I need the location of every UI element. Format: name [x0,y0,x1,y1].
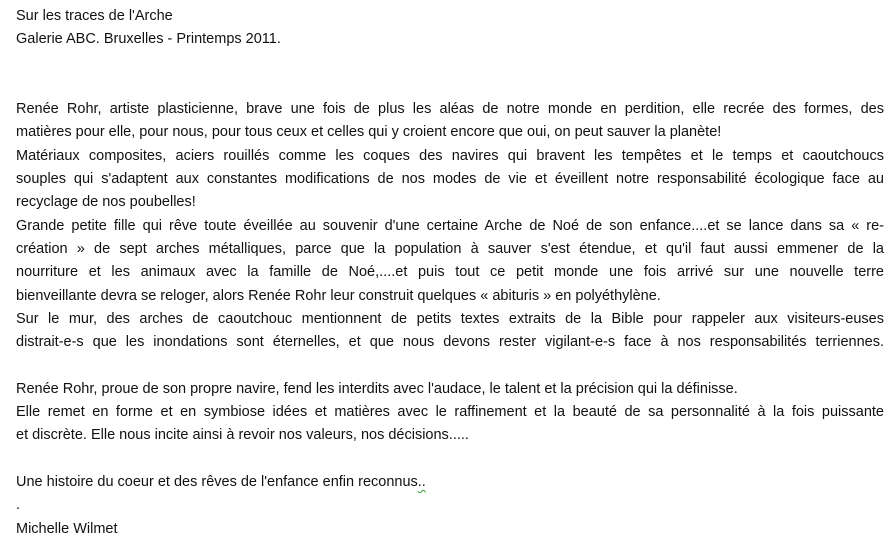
document-title: Sur les traces de l'Arche [16,8,173,24]
closing-line [16,471,884,494]
spellcheck-ellipsis: .. [417,473,426,490]
text-line: souples qui s'adaptent aux constantes modifications de nos modes de vie et éveillent notre responsabilité écologique face au [16,171,884,188]
signature: Michelle Wilmet [16,520,118,537]
text-line: Elle remet en forme et en symbiose idées et matières avec le raffinement et la beauté de sa personnalité à la fois puissante [16,404,884,421]
text-line: Renée Rohr, artiste plasticienne, brave une fois de plus les aléas de notre monde en perdition, elle recrée des formes, des [16,101,884,118]
text-line: Sur le mur, des arches de caoutchouc mentionnent de petits textes extraits de la Bible pour rappeler aux visiteurs-euses [16,310,884,327]
closing-text: Une histoire du coeur et des rêves de l'enfance enfin reconnus [16,473,418,490]
spacer [16,448,884,471]
text-line: nourriture et les animaux avec la famille de Noé,....et puis tout ce petit monde une fois arrivé sur une nouvelle terre [16,264,884,281]
text-line: Grande petite fille qui rêve toute éveillée au souvenir d'une certaine Arche de Noé de son enfance....et se lance dans sa « re- [16,217,884,234]
text-line: distrait-e-s que les inondations sont éternelles, et que nous devons rester vigilant-e-s face à nos responsabilités terriennes. [16,334,884,351]
document-body [16,5,884,541]
spacer [16,52,884,99]
text-line: et discrète. Elle nous incite ainsi à revoir nos valeurs, nos décisions..... [16,427,469,444]
paragraph-1 [16,98,884,354]
spacer [16,354,884,377]
text-line: bienveillante devra se reloger, alors Renée Rohr leur construit quelques « abituris » en polyéthylène. [16,287,661,304]
text-line: recyclage de nos poubelles! [16,194,196,211]
document-subtitle: Galerie ABC. Bruxelles - Printemps 2011. [16,31,281,48]
text-line: Matériaux composites, aciers rouillés comme les coques des navires qui bravent les tempêtes et le temps et caoutchoucs [16,147,884,164]
closing-dot: . [16,497,21,514]
text-line: Renée Rohr, proue de son propre navire, fend les interdits avec l'audace, le talent et la précision qui la définisse. [16,380,738,397]
paragraph-2 [16,378,884,448]
text-line: création » de sept arches métalliques, parce que la population à sauver s'est étendue, et qu'il faut aussi emmener de la [16,240,884,257]
text-line: matières pour elle, pour nous, pour tous ceux et celles qui y croient encore que oui, on peut sauver la planète! [16,124,722,141]
